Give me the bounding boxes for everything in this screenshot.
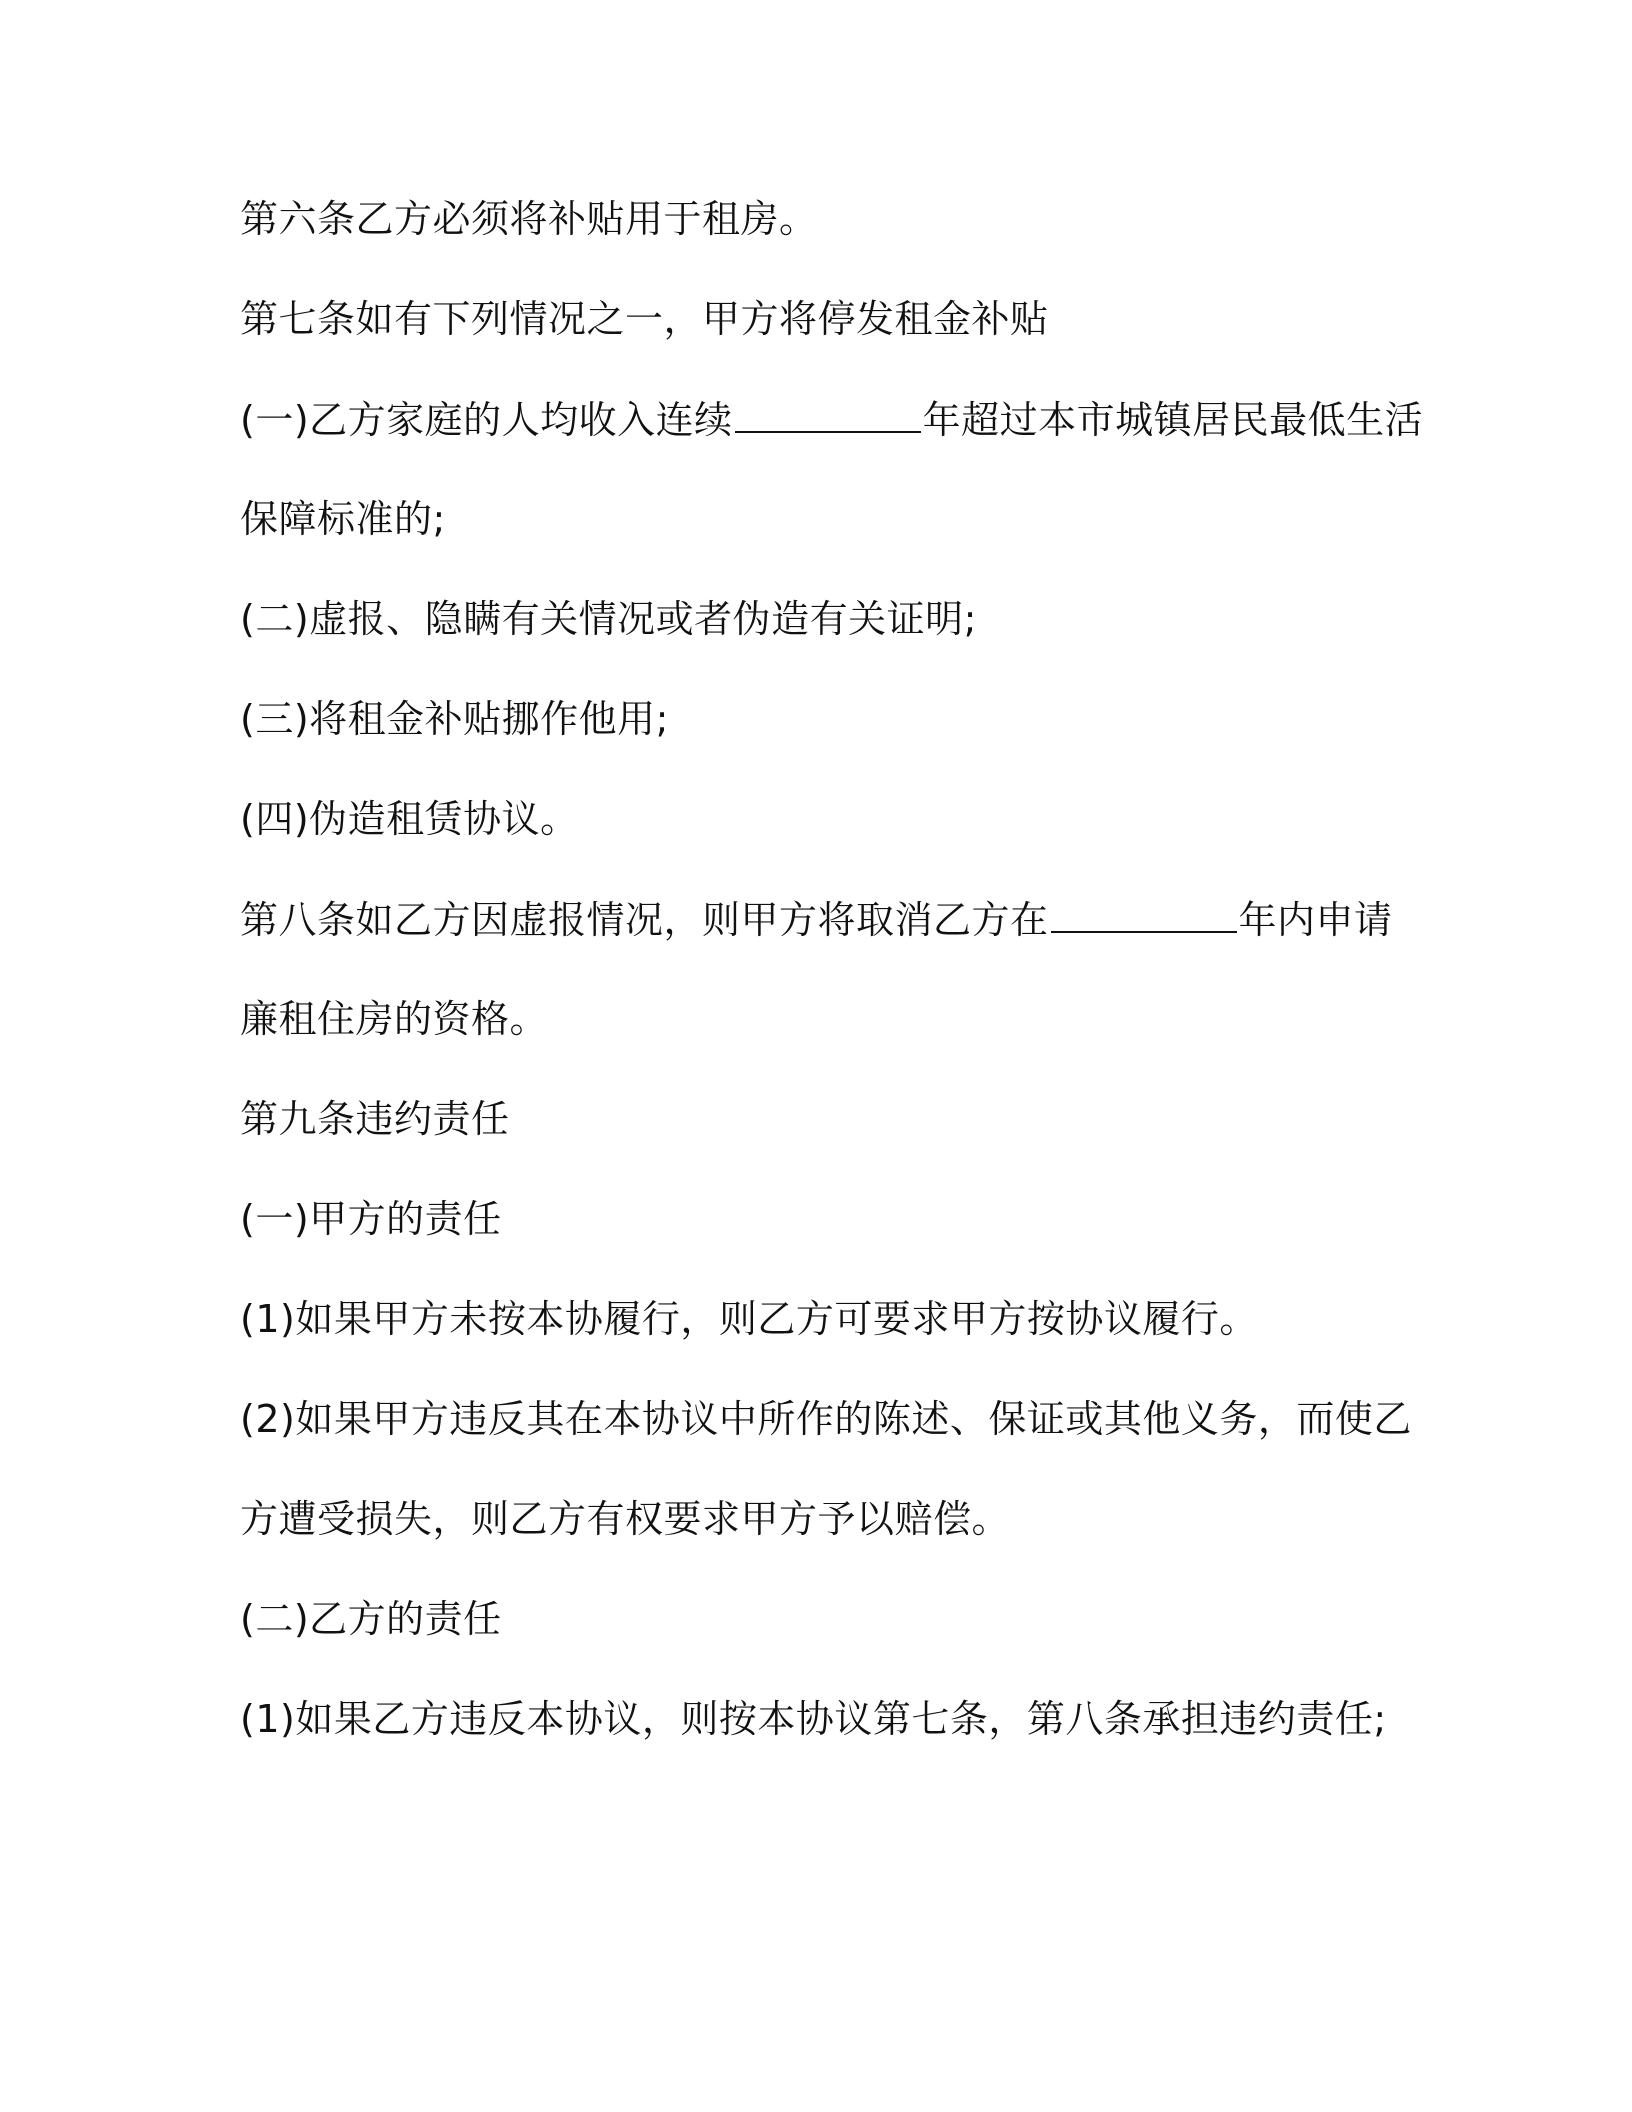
article-7-item-4 <box>240 795 579 843</box>
party-b-liability-text: (二)乙方的责任 <box>240 1597 502 1641</box>
party-a-clause-2-continuation: 方遭受损失，则乙方有权要求甲方予以赔偿。 <box>240 1497 1011 1541</box>
item-2-text: (二)虚报、隐瞒有关情况或者伪造有关证明; <box>240 597 977 641</box>
party-a-liability-heading <box>240 1195 502 1243</box>
party-b-clause-1-text: (1)如果乙方违反本协议，则按本协议第七条，第八条承担违约责任; <box>240 1697 1387 1741</box>
article-7-item-2 <box>240 595 977 643</box>
article-6-line <box>240 195 818 243</box>
item-1-before-blank: (一)乙方家庭的人均收入连续 <box>240 398 733 442</box>
party-a-clause-2-line-1 <box>240 1395 1412 1443</box>
item-4-text: (四)伪造租赁协议。 <box>240 797 579 841</box>
party-a-clause-1-text: (1)如果甲方未按本协履行，则乙方可要求甲方按协议履行。 <box>240 1297 1258 1341</box>
party-a-clause-1 <box>240 1295 1258 1343</box>
article-7-item-1-line-1 <box>240 395 1423 444</box>
fill-in-blank-years[interactable] <box>735 395 921 433</box>
article-8-continuation: 廉租住房的资格。 <box>240 997 549 1041</box>
item-1-continuation: 保障标准的; <box>240 497 446 541</box>
article-7-item-3 <box>240 695 669 743</box>
party-a-clause-2-line-2 <box>240 1495 1010 1543</box>
article-6-text: 第六条乙方必须将补贴用于租房。 <box>240 197 818 241</box>
article-8-line-2 <box>240 995 548 1043</box>
article-7-heading <box>240 295 1049 343</box>
party-b-clause-1 <box>240 1695 1387 1743</box>
article-9-text: 第九条违约责任 <box>240 1097 510 1141</box>
article-8-after-blank: 年内申请 <box>1238 898 1393 942</box>
article-8-before-blank: 第八条如乙方因虚报情况，则甲方将取消乙方在 <box>240 898 1049 942</box>
party-a-liability-text: (一)甲方的责任 <box>240 1197 502 1241</box>
item-1-after-blank: 年超过本市城镇居民最低生活 <box>922 398 1424 442</box>
article-9-heading <box>240 1095 510 1143</box>
item-3-text: (三)将租金补贴挪作他用; <box>240 697 669 741</box>
fill-in-blank-years[interactable] <box>1051 895 1237 933</box>
party-b-liability-heading <box>240 1595 502 1643</box>
article-8-line-1 <box>240 895 1393 944</box>
party-a-clause-2-text: (2)如果甲方违反其在本协议中所作的陈述、保证或其他义务，而使乙 <box>240 1397 1412 1441</box>
article-7-item-1-line-2 <box>240 495 446 543</box>
article-7-text: 第七条如有下列情况之一，甲方将停发租金补贴 <box>240 297 1049 341</box>
